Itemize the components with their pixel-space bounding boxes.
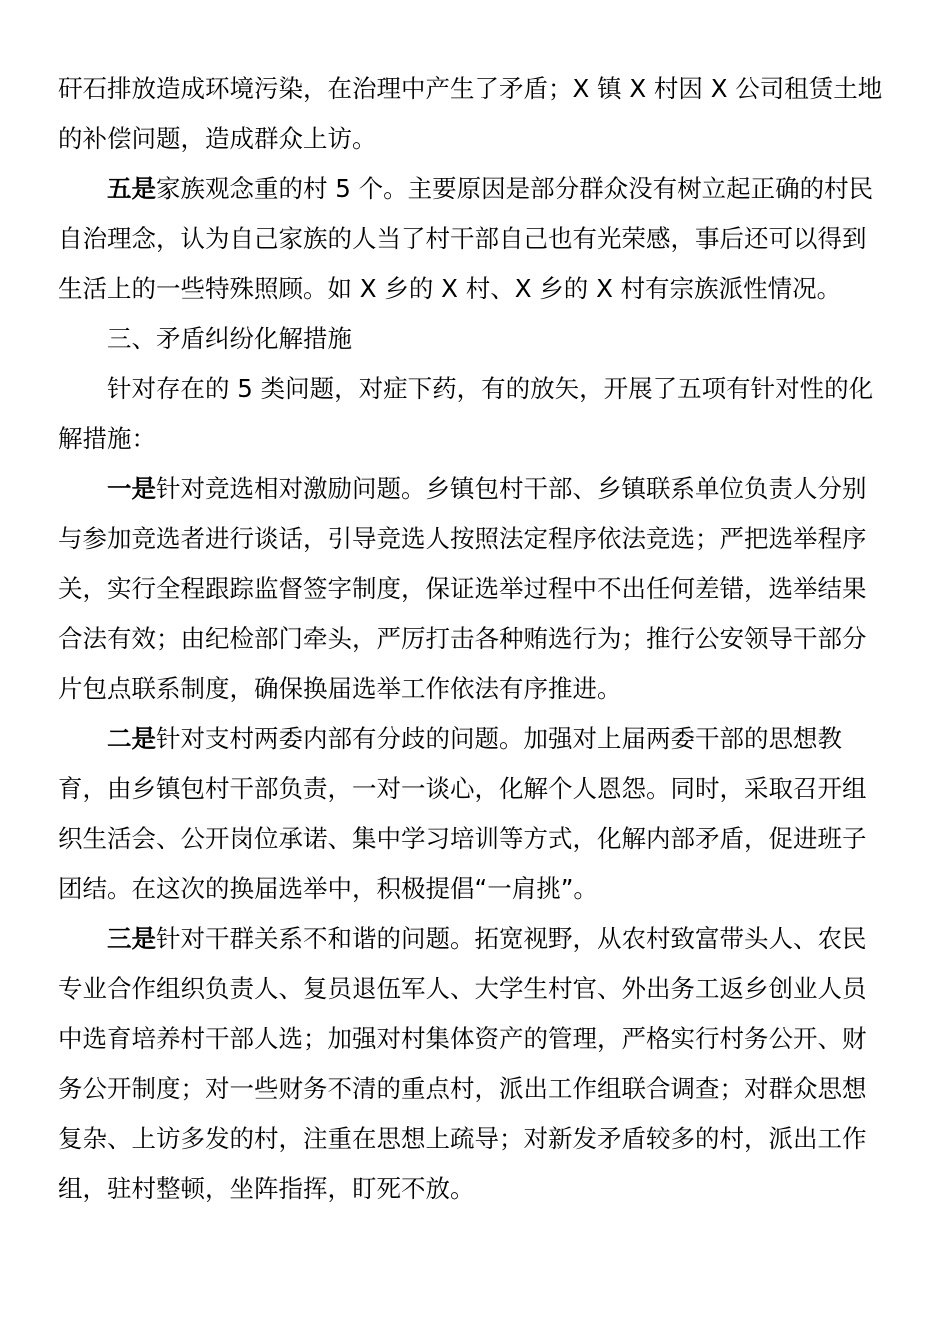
item-lead-two: 二是: [107, 724, 156, 753]
paragraph-line: 中选育培养村干部人选；加强对村集体资产的管理，严格实行村务公开、财: [58, 1024, 867, 1053]
paragraph-line: 务公开制度；对一些财务不清的重点村，派出工作组联合调查；对群众思想: [58, 1074, 867, 1103]
item-lead-five: 五是: [107, 174, 156, 203]
paragraph-line: 生活上的一些特殊照顾。如 X 乡的 X 村、X 乡的 X 村有宗族派性情况。: [58, 274, 842, 303]
paragraph-line: 关，实行全程跟踪监督签字制度，保证选举过程中不出任何差错，选举结果: [58, 574, 867, 603]
paragraph-line: 团结。在这次的换届选举中，积极提倡“一肩挑”。: [58, 874, 598, 903]
paragraph-line: 的补偿问题，造成群众上访。: [58, 124, 377, 153]
paragraph-line: 五是家族观念重的村 5 个。主要原因是部分群众没有树立起正确的村民: [107, 174, 874, 203]
paragraph-line: 片包点联系制度，确保换届选举工作依法有序推进。: [58, 674, 622, 703]
item-lead-one: 一是: [107, 474, 156, 503]
paragraph-line: 解措施：: [58, 424, 156, 453]
paragraph-line: 织生活会、公开岗位承诺、集中学习培训等方式，化解内部矛盾，促进班子: [58, 824, 867, 853]
paragraph-line: 组，驻村整顿，坐阵指挥，盯死不放。: [58, 1174, 475, 1203]
paragraph-line: 与参加竞选者进行谈话，引导竞选人按照法定程序依法竞选；严把选举程序: [58, 524, 867, 553]
paragraph-line: 自治理念，认为自己家族的人当了村干部自己也有光荣感，事后还可以得到: [58, 224, 867, 253]
paragraph-line: 针对存在的 5 类问题，对症下药，有的放矢，开展了五项有针对性的化: [107, 374, 874, 403]
paragraph-line: 合法有效；由纪检部门牵头，严厉打击各种贿选行为；推行公安领导干部分: [58, 624, 867, 653]
paragraph-line: 三是针对干群关系不和谐的问题。拓宽视野，从农村致富带头人、农民: [107, 924, 867, 953]
paragraph-line: 二是针对支村两委内部有分歧的问题。加强对上届两委干部的思想教: [107, 724, 842, 753]
paragraph-line: 一是针对竞选相对激励问题。乡镇包村干部、乡镇联系单位负责人分别: [107, 474, 867, 503]
item-lead-three: 三是: [107, 924, 156, 953]
paragraph-line: 矸石排放造成环境污染，在治理中产生了矛盾；X 镇 X 村因 X 公司租赁土地: [58, 74, 883, 103]
paragraph-line: 专业合作组织负责人、复员退伍军人、大学生村官、外出务工返乡创业人员: [58, 974, 867, 1003]
section-heading: 三、矛盾纠纷化解措施: [107, 324, 352, 353]
paragraph-line: 复杂、上访多发的村，注重在思想上疏导；对新发矛盾较多的村，派出工作: [58, 1124, 867, 1153]
paragraph-line: 育，由乡镇包村干部负责，一对一谈心，化解个人恩怨。同时，采取召开组: [58, 774, 867, 803]
